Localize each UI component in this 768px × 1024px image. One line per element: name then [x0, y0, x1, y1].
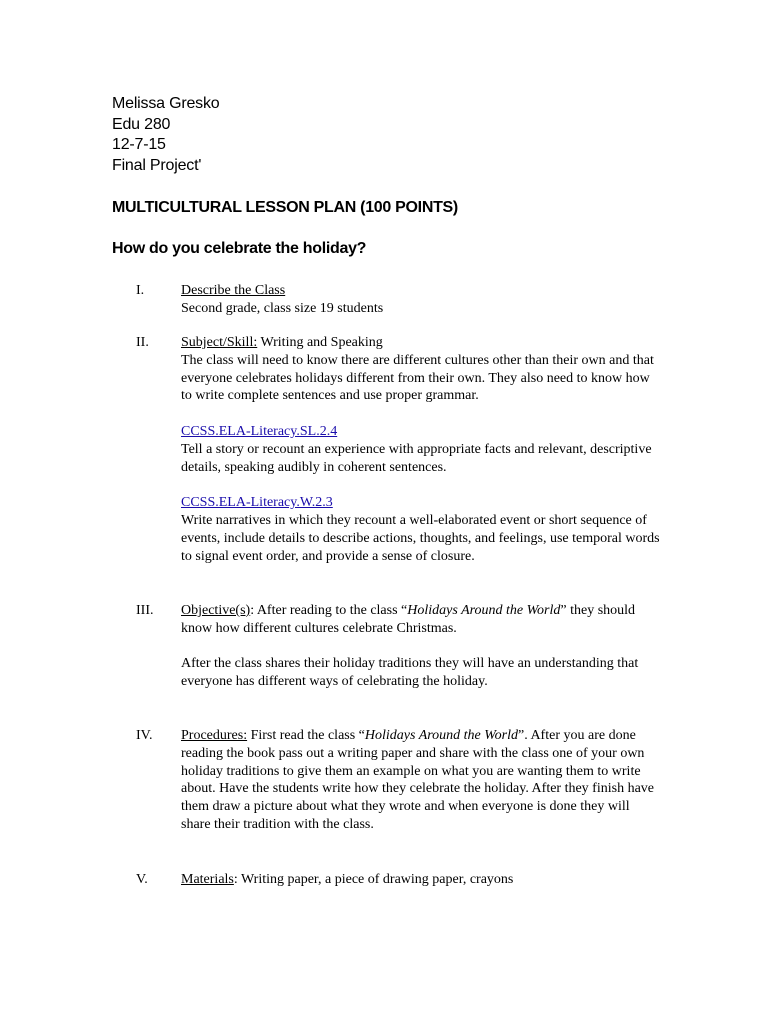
section-numeral: IV. [136, 728, 153, 743]
section-text: Second grade, class size 19 students [181, 300, 384, 316]
section-heading: Describe the Class [181, 283, 286, 298]
section-body [181, 871, 661, 889]
standard-description: Write narratives in which they recount a well-elaborated event or short sequence of events, include details to describe actions, thoughts, and feelings, use temporal words to signal event order, and provide a sense of closure. [181, 512, 660, 564]
standard-link-w-2-3[interactable]: CCSS.ELA-Literacy.W.2.3 [181, 495, 333, 511]
course-code: Edu 280 [112, 115, 171, 133]
project-title: Final Project' [112, 156, 202, 174]
section-heading: Objective(s) [181, 603, 251, 618]
standard-link-sl-2-4[interactable]: CCSS.ELA-Literacy.SL.2.4 [181, 423, 338, 439]
section-numeral: III. [136, 603, 154, 618]
section-heading: Procedures: [181, 728, 248, 743]
section-body [181, 282, 661, 318]
section-heading-value: Writing and Speaking [257, 335, 383, 350]
book-title: Holidays Around the World [364, 728, 518, 743]
section-body [181, 727, 661, 834]
section-text: The class will need to know there are different cultures other than their own and that everyone celebrates holidays different from their own. They also need to know how to write complete sentences and use proper grammar. [181, 352, 654, 404]
document-header [112, 94, 219, 176]
standard-description: Tell a story or recount an experience with appropriate facts and relevant, descriptive details, speaking audibly in coherent sentences. [181, 441, 652, 475]
section-numeral: I. [136, 283, 145, 298]
section-heading: Subject/Skill: [181, 335, 258, 350]
section-heading: Materials [181, 872, 234, 887]
section-body [181, 334, 661, 565]
section-text: Procedures: First read the class “Holidays Around the World”. After you are done reading the book pass out a writing paper and share with the class one of your own holiday traditions to give them an example on what you are wanting them to write about. Have the students write how they celebrate the holiday. After they finish have them draw a picture about what they wrote and when everyone is done they will share their tradition with the class. [181, 728, 654, 832]
document-title: MULTICULTURAL LESSON PLAN (100 POINTS) [112, 199, 458, 216]
section-numeral: II. [136, 335, 149, 350]
section-numeral: V. [136, 872, 148, 887]
book-title: Holidays Around the World [407, 603, 561, 618]
section-text: After the class shares their holiday traditions they will have an understanding that everyone has different ways of celebrating the holiday. [181, 656, 639, 690]
section-body [181, 602, 661, 691]
section-text: Objective(s): After reading to the class “Holidays Around the World” they should know how different cultures celebrate Christmas. [181, 603, 636, 636]
author-name: Melissa Gresko [112, 95, 220, 112]
section-text: Materials: Writing paper, a piece of drawing paper, crayons [181, 872, 514, 887]
lesson-question: How do you celebrate the holiday? [112, 240, 367, 257]
section-heading-line [181, 334, 661, 352]
document-date: 12-7-15 [112, 136, 166, 153]
